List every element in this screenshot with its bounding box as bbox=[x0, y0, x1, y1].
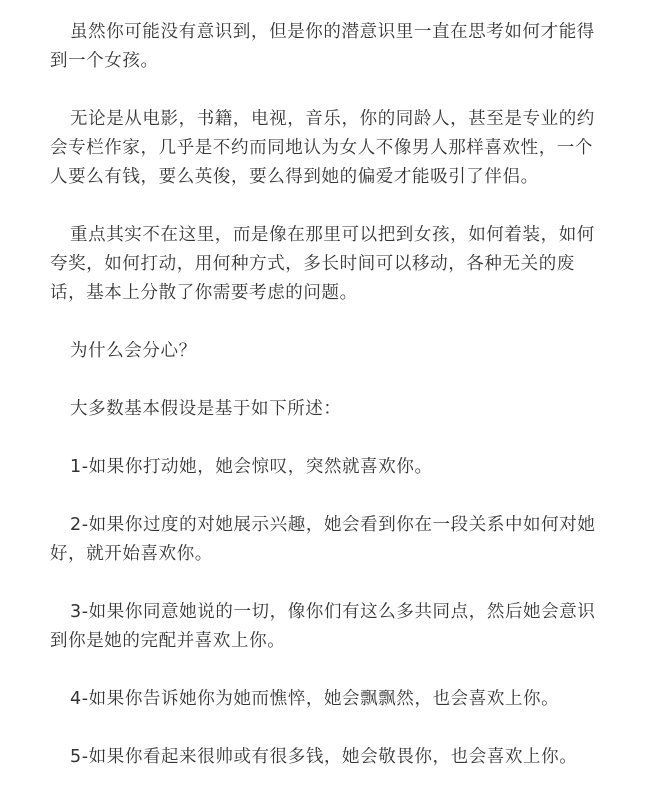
list-item-1: 1-如果你打动她，她会惊叹，突然就喜欢你。 bbox=[70, 457, 433, 477]
list-item-3: 3-如果你同意她说的一切，像你们有这么多共同点，然后她会意识到你是她的完配并喜欢上你。 bbox=[50, 602, 596, 651]
paragraph-assumptions-intro: 大多数基本假设是基于如下所述： bbox=[70, 399, 342, 419]
paragraph-question: 为什么会分心？ bbox=[70, 341, 197, 361]
list-item-4: 4-如果你告诉她你为她而憔悴，她会飘飘然，也会喜欢上你。 bbox=[70, 689, 560, 709]
paragraph-media-beliefs: 无论是从电影，书籍，电视，音乐，你的同龄人，甚至是专业的约会专栏作家，几乎是不约而同地认为女人不像男人那样喜欢性，一个人要么有钱，要么英俊，要么得到她的偏爱才能吸引了伴侣。 bbox=[50, 109, 595, 187]
list-item-5: 5-如果你看起来很帅或有很多钱，她会敬畏你，也会喜欢上你。 bbox=[70, 747, 578, 767]
paragraph-intro: 虽然你可能没有意识到，但是你的潜意识里一直在思考如何才能得到一个女孩。 bbox=[50, 22, 595, 71]
paragraph-real-point: 重点其实不在这里，而是像在那里可以把到女孩，如何着装，如何夸奖，如何打动，用何种方式，多长时间可以移动，各种无关的废话，基本上分散了你需要考虑的问题。 bbox=[50, 225, 595, 303]
article-body bbox=[50, 18, 605, 772]
list-item-2: 2-如果你过度的对她展示兴趣，她会看到你在一段关系中如何对她好，就开始喜欢你。 bbox=[50, 515, 596, 564]
